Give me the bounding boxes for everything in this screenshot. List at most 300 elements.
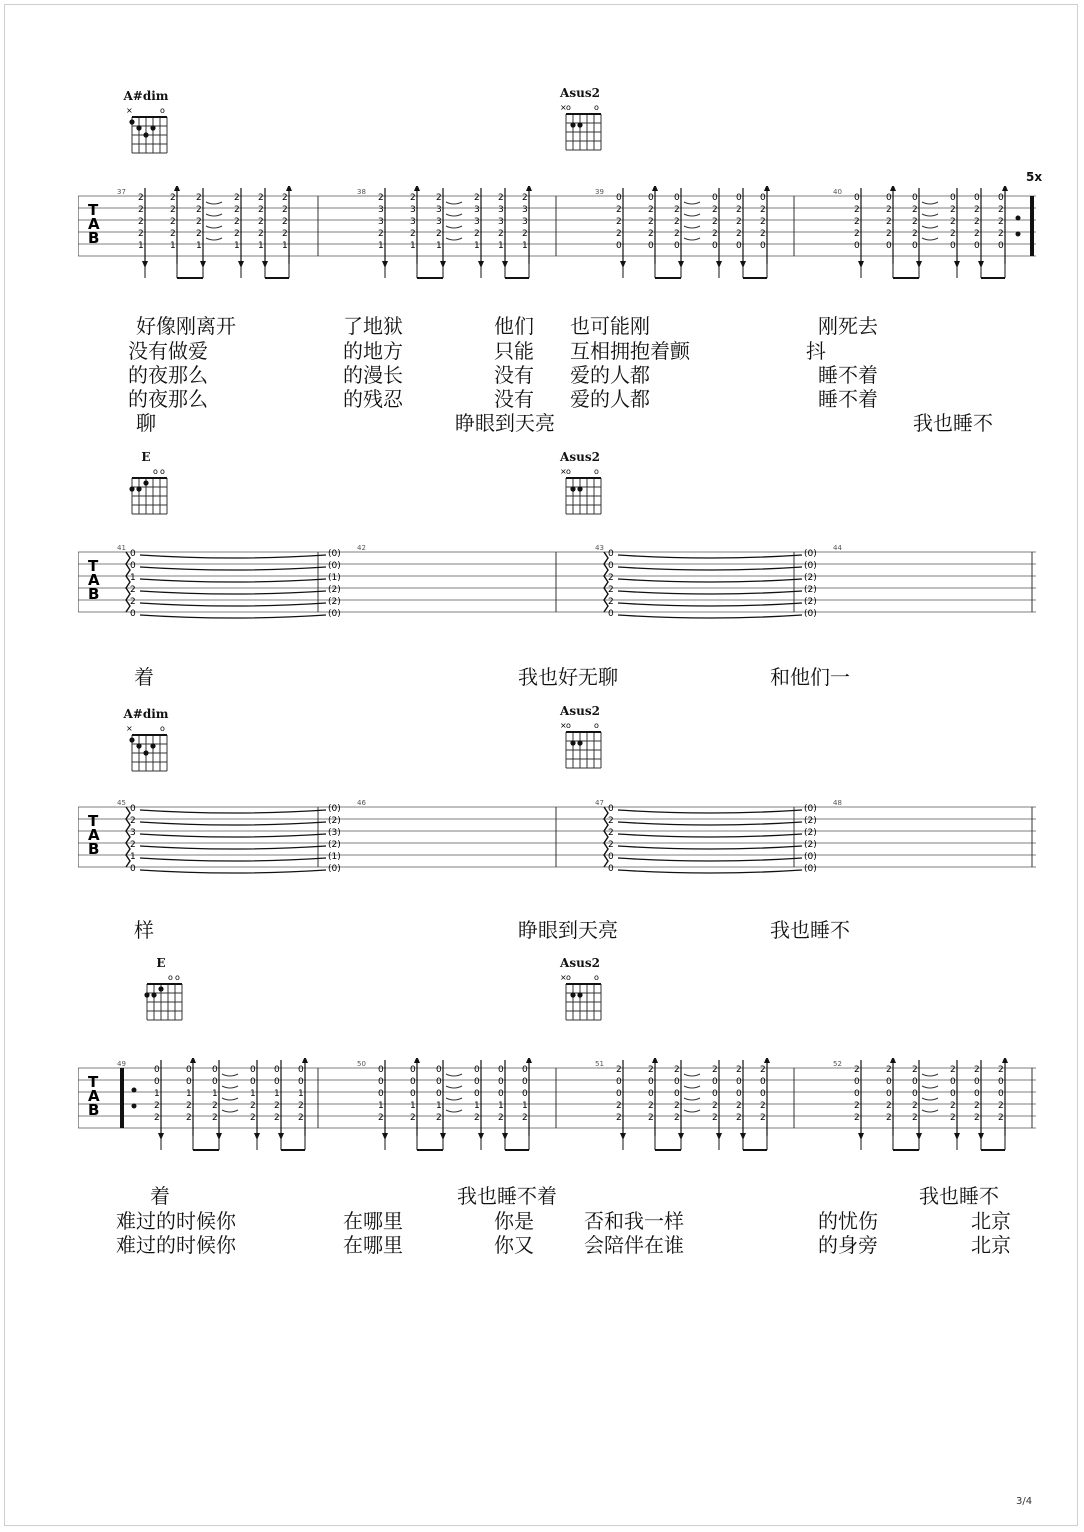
tab-staff xyxy=(78,186,1036,306)
fret-number: 2 xyxy=(974,205,980,215)
string-marker: × xyxy=(560,103,567,112)
chord-grid xyxy=(138,970,184,1034)
tie-arc xyxy=(684,202,700,204)
tied-fret-number: (2) xyxy=(804,585,817,595)
tied-fret-number: (2) xyxy=(328,840,341,850)
tab-system-1 xyxy=(78,186,1036,306)
tie-arc xyxy=(140,846,326,849)
repeat-count: 5x xyxy=(1026,170,1043,184)
fret-number: 2 xyxy=(648,1101,654,1111)
tie-arc xyxy=(140,603,326,606)
strum-arrow xyxy=(190,1058,196,1063)
fret-number: 0 xyxy=(130,609,136,619)
tie-arc xyxy=(922,226,938,228)
tab-clef: A xyxy=(88,1087,100,1105)
fret-number: 2 xyxy=(950,1065,956,1075)
fret-number: 2 xyxy=(608,573,614,583)
fret-number: 0 xyxy=(912,193,918,203)
fret-number: 2 xyxy=(736,1065,742,1075)
fret-number: 0 xyxy=(608,561,614,571)
lyric: 好像刚离开 xyxy=(136,314,236,338)
chord-diagram xyxy=(138,956,184,1034)
tie-arc xyxy=(684,226,700,228)
fret-number: 0 xyxy=(854,193,860,203)
tie-arc xyxy=(618,834,802,837)
strum-arrow xyxy=(1002,186,1008,191)
tied-fret-number: (2) xyxy=(804,840,817,850)
fret-number: 2 xyxy=(854,1113,860,1123)
fret-number: 1 xyxy=(410,1101,416,1111)
fret-number: 2 xyxy=(212,1113,218,1123)
fret-number: 0 xyxy=(912,241,918,251)
fret-number: 0 xyxy=(998,1077,1004,1087)
string-marker: o xyxy=(594,973,599,982)
tie-arc xyxy=(446,1110,462,1112)
tab-staff xyxy=(78,797,1036,917)
lyric: 在哪里 xyxy=(343,1233,403,1257)
fret-number: 0 xyxy=(998,241,1004,251)
fret-number: 1 xyxy=(130,573,136,583)
fret-number: 2 xyxy=(212,1101,218,1111)
tie-arc xyxy=(684,1074,700,1076)
measure-number: 49 xyxy=(117,1060,126,1068)
finger-dot xyxy=(150,125,155,130)
fret-number: 2 xyxy=(998,1113,1004,1123)
tie-arc xyxy=(618,603,802,606)
fret-number: 0 xyxy=(736,241,742,251)
measure-number: 40 xyxy=(833,188,842,196)
fret-number: 1 xyxy=(282,241,288,251)
string-marker: o xyxy=(160,467,165,476)
fret-number: 2 xyxy=(974,1113,980,1123)
lyric: 只能 xyxy=(494,339,534,363)
fret-number: 2 xyxy=(616,217,622,227)
fret-number: 2 xyxy=(498,193,504,203)
tie-arc xyxy=(446,214,462,216)
fret-number: 2 xyxy=(616,205,622,215)
fret-number: 0 xyxy=(250,1065,256,1075)
fret-number: 0 xyxy=(474,1077,480,1087)
fret-number: 0 xyxy=(298,1077,304,1087)
tab-staff xyxy=(78,1058,1036,1178)
fret-number: 0 xyxy=(378,1077,384,1087)
lyric: 北京 xyxy=(971,1209,1011,1233)
fret-number: 2 xyxy=(282,205,288,215)
fret-number: 3 xyxy=(474,217,480,227)
tie-arc xyxy=(618,567,802,570)
tab-system-2 xyxy=(78,542,1036,662)
lyric: 你又 xyxy=(494,1233,534,1257)
lyric: 我也睡不 xyxy=(770,918,850,942)
tie-arc xyxy=(140,567,326,570)
fret-number: 0 xyxy=(474,1089,480,1099)
finger-dot xyxy=(129,486,134,491)
fret-number: 2 xyxy=(760,1113,766,1123)
fret-number: 2 xyxy=(712,229,718,239)
finger-dot xyxy=(577,122,582,127)
fret-number: 0 xyxy=(998,193,1004,203)
fret-number: 1 xyxy=(410,241,416,251)
fret-number: 0 xyxy=(950,193,956,203)
fret-number: 2 xyxy=(912,217,918,227)
fret-number: 1 xyxy=(258,241,264,251)
fret-number: 0 xyxy=(736,1089,742,1099)
fret-number: 2 xyxy=(196,229,202,239)
lyric: 我也睡不 xyxy=(919,1184,999,1208)
fret-number: 2 xyxy=(138,205,144,215)
fret-number: 2 xyxy=(712,1065,718,1075)
fret-number: 0 xyxy=(648,193,654,203)
fret-number: 2 xyxy=(912,1065,918,1075)
finger-dot xyxy=(129,737,134,742)
fret-number: 0 xyxy=(760,241,766,251)
fret-number: 1 xyxy=(436,241,442,251)
fret-number: 2 xyxy=(648,1065,654,1075)
tab-clef: B xyxy=(88,1101,100,1119)
fret-number: 2 xyxy=(886,229,892,239)
fret-number: 2 xyxy=(258,193,264,203)
fret-number: 1 xyxy=(186,1089,192,1099)
fret-number: 1 xyxy=(522,1101,528,1111)
fret-number: 2 xyxy=(410,229,416,239)
tab-clef: T xyxy=(88,557,99,575)
tab-system-4 xyxy=(78,1058,1036,1178)
fret-number: 2 xyxy=(974,1101,980,1111)
fret-number: 0 xyxy=(186,1065,192,1075)
tie-arc xyxy=(618,822,802,825)
fret-number: 2 xyxy=(648,1113,654,1123)
lyric: 难过的时候你 xyxy=(116,1209,236,1233)
fret-number: 2 xyxy=(186,1101,192,1111)
fret-number: 3 xyxy=(436,205,442,215)
fret-number: 2 xyxy=(186,1113,192,1123)
fret-number: 2 xyxy=(274,1113,280,1123)
tie-arc xyxy=(922,238,938,240)
fret-number: 2 xyxy=(196,193,202,203)
fret-number: 0 xyxy=(154,1077,160,1087)
fret-number: 0 xyxy=(616,241,622,251)
chord-name: E xyxy=(156,956,166,970)
fret-number: 1 xyxy=(378,241,384,251)
fret-number: 0 xyxy=(522,1089,528,1099)
fret-number: 0 xyxy=(608,852,614,862)
fret-number: 3 xyxy=(498,205,504,215)
lyric: 没有 xyxy=(494,363,534,387)
measure-number: 46 xyxy=(357,799,366,807)
chord-diagram xyxy=(123,89,169,167)
tie-arc xyxy=(446,1086,462,1088)
fret-number: 0 xyxy=(130,549,136,559)
fret-number: 2 xyxy=(854,1065,860,1075)
fret-number: 2 xyxy=(474,229,480,239)
fret-number: 2 xyxy=(674,1065,680,1075)
fret-number: 2 xyxy=(674,229,680,239)
lyric: 睁眼到天亮 xyxy=(518,918,618,942)
fret-number: 1 xyxy=(298,1089,304,1099)
string-marker: o xyxy=(566,721,571,730)
tied-fret-number: (0) xyxy=(804,852,817,862)
finger-dot xyxy=(136,743,141,748)
tie-arc xyxy=(618,858,802,861)
fret-number: 2 xyxy=(498,1113,504,1123)
fret-number: 2 xyxy=(522,193,528,203)
fret-number: 0 xyxy=(410,1065,416,1075)
chord-diagram xyxy=(123,707,169,785)
fret-number: 2 xyxy=(258,205,264,215)
finger-dot xyxy=(577,486,582,491)
tie-arc xyxy=(922,214,938,216)
lyric: 抖 xyxy=(806,339,826,363)
chord-grid xyxy=(123,103,169,167)
fret-number: 1 xyxy=(474,241,480,251)
string-marker: × xyxy=(126,724,133,733)
fret-number: 0 xyxy=(886,241,892,251)
strum-arrow xyxy=(764,186,770,191)
strum-arrow xyxy=(414,186,420,191)
fret-number: 2 xyxy=(410,1113,416,1123)
fret-number: 0 xyxy=(648,241,654,251)
fret-number: 0 xyxy=(274,1077,280,1087)
tied-fret-number: (2) xyxy=(328,816,341,826)
chord-diagram xyxy=(557,86,603,164)
lyric: 睡不着 xyxy=(818,387,878,411)
chord-grid xyxy=(123,721,169,785)
tied-fret-number: (2) xyxy=(328,585,341,595)
tab-clef: B xyxy=(88,585,100,603)
tied-fret-number: (0) xyxy=(328,864,341,874)
string-marker: o xyxy=(594,721,599,730)
fret-number: 0 xyxy=(674,1089,680,1099)
strum-arrow xyxy=(286,186,292,191)
fret-number: 3 xyxy=(498,217,504,227)
measure-number: 50 xyxy=(357,1060,366,1068)
finger-dot xyxy=(136,125,141,130)
fret-number: 0 xyxy=(760,193,766,203)
fret-number: 2 xyxy=(950,217,956,227)
tied-fret-number: (2) xyxy=(804,816,817,826)
tie-arc xyxy=(684,1098,700,1100)
tab-clef: T xyxy=(88,812,99,830)
fret-number: 1 xyxy=(498,241,504,251)
fret-number: 2 xyxy=(712,205,718,215)
fret-number: 0 xyxy=(522,1077,528,1087)
fret-number: 2 xyxy=(130,816,136,826)
fret-number: 2 xyxy=(854,1101,860,1111)
fret-number: 2 xyxy=(282,217,288,227)
strum-arrow xyxy=(526,1058,532,1063)
strum-arrow xyxy=(302,1058,308,1063)
tie-arc xyxy=(140,810,326,813)
fret-number: 0 xyxy=(974,193,980,203)
fret-number: 2 xyxy=(912,205,918,215)
lyric: 样 xyxy=(134,918,154,942)
fret-number: 0 xyxy=(616,193,622,203)
fret-number: 2 xyxy=(474,1113,480,1123)
finger-dot xyxy=(136,486,141,491)
fret-number: 0 xyxy=(436,1089,442,1099)
measure-number: 41 xyxy=(117,544,126,552)
fret-number: 0 xyxy=(998,1089,1004,1099)
fret-number: 3 xyxy=(410,205,416,215)
chord-name: A#dim xyxy=(123,89,169,103)
fret-number: 1 xyxy=(498,1101,504,1111)
fret-number: 2 xyxy=(170,193,176,203)
fret-number: 0 xyxy=(608,804,614,814)
strum-arrow xyxy=(890,186,896,191)
tie-arc xyxy=(140,555,326,558)
fret-number: 2 xyxy=(854,205,860,215)
strum-arrow xyxy=(526,186,532,191)
fret-number: 2 xyxy=(234,217,240,227)
tie-arc xyxy=(446,1074,462,1076)
tab-clef: T xyxy=(88,1073,99,1091)
fret-number: 2 xyxy=(138,217,144,227)
fret-number: 0 xyxy=(436,1065,442,1075)
fret-number: 2 xyxy=(154,1113,160,1123)
fret-number: 2 xyxy=(234,193,240,203)
finger-dot xyxy=(577,740,582,745)
fret-number: 1 xyxy=(130,852,136,862)
tie-arc xyxy=(222,1110,238,1112)
repeat-bar xyxy=(120,1068,124,1128)
fret-number: 0 xyxy=(410,1077,416,1087)
fret-number: 2 xyxy=(234,229,240,239)
fret-number: 0 xyxy=(674,193,680,203)
fret-number: 2 xyxy=(616,1065,622,1075)
strum-arrow xyxy=(652,1058,658,1063)
fret-number: 3 xyxy=(474,205,480,215)
fret-number: 2 xyxy=(498,229,504,239)
string-marker: o xyxy=(160,724,165,733)
fret-number: 0 xyxy=(760,1077,766,1087)
tie-arc xyxy=(446,1098,462,1100)
tab-clef: A xyxy=(88,571,100,589)
tie-arc xyxy=(684,1086,700,1088)
string-marker: o xyxy=(160,106,165,115)
fret-number: 2 xyxy=(608,597,614,607)
fret-number: 2 xyxy=(282,193,288,203)
fret-number: 2 xyxy=(886,205,892,215)
fret-number: 0 xyxy=(130,804,136,814)
tie-arc xyxy=(206,226,222,228)
fret-number: 1 xyxy=(474,1101,480,1111)
fret-number: 3 xyxy=(378,205,384,215)
fret-number: 0 xyxy=(974,1077,980,1087)
fret-number: 2 xyxy=(436,1113,442,1123)
lyric: 我也好无聊 xyxy=(518,665,618,689)
fret-number: 0 xyxy=(886,193,892,203)
fret-number: 0 xyxy=(498,1077,504,1087)
finger-dot xyxy=(577,992,582,997)
fret-number: 1 xyxy=(274,1089,280,1099)
string-marker: × xyxy=(560,467,567,476)
fret-number: 1 xyxy=(250,1089,256,1099)
fret-number: 2 xyxy=(760,1101,766,1111)
fret-number: 0 xyxy=(854,241,860,251)
fret-number: 2 xyxy=(130,840,136,850)
measure-number: 51 xyxy=(595,1060,604,1068)
tie-arc xyxy=(618,591,802,594)
string-marker: o xyxy=(566,467,571,476)
fret-number: 2 xyxy=(736,1113,742,1123)
fret-number: 2 xyxy=(886,1113,892,1123)
chord-grid xyxy=(557,718,603,782)
fret-number: 1 xyxy=(154,1089,160,1099)
fret-number: 0 xyxy=(886,1089,892,1099)
tied-fret-number: (2) xyxy=(804,828,817,838)
strum-arrow xyxy=(764,1058,770,1063)
chord-grid xyxy=(123,464,169,528)
fret-number: 2 xyxy=(608,828,614,838)
fret-number: 2 xyxy=(854,217,860,227)
tie-arc xyxy=(446,226,462,228)
tie-arc xyxy=(684,214,700,216)
fret-number: 2 xyxy=(436,229,442,239)
tied-fret-number: (0) xyxy=(804,609,817,619)
finger-dot xyxy=(151,992,156,997)
strum-arrow xyxy=(174,186,180,191)
lyric: 爱的人都 xyxy=(570,387,650,411)
fret-number: 2 xyxy=(998,217,1004,227)
strum-arrow xyxy=(890,1058,896,1063)
string-marker: o xyxy=(566,973,571,982)
lyric: 你是 xyxy=(494,1209,534,1233)
fret-number: 1 xyxy=(234,241,240,251)
fret-number: 2 xyxy=(130,585,136,595)
tie-arc xyxy=(140,870,326,873)
lyric: 没有 xyxy=(494,387,534,411)
chord-name: E xyxy=(141,450,151,464)
lyric: 他们 xyxy=(494,314,534,338)
fret-number: 0 xyxy=(378,1065,384,1075)
lyric: 在哪里 xyxy=(343,1209,403,1233)
tied-fret-number: (0) xyxy=(804,561,817,571)
fret-number: 2 xyxy=(912,1101,918,1111)
fret-number: 3 xyxy=(410,217,416,227)
fret-number: 0 xyxy=(674,241,680,251)
lyric: 难过的时候你 xyxy=(116,1233,236,1257)
fret-number: 2 xyxy=(170,205,176,215)
strum-arrow xyxy=(1002,1058,1008,1063)
measure-number: 45 xyxy=(117,799,126,807)
fret-number: 0 xyxy=(608,609,614,619)
fret-number: 2 xyxy=(138,229,144,239)
fret-number: 0 xyxy=(274,1065,280,1075)
tie-arc xyxy=(140,822,326,825)
fret-number: 0 xyxy=(712,1089,718,1099)
tie-arc xyxy=(618,615,802,618)
fret-number: 2 xyxy=(760,229,766,239)
tie-arc xyxy=(206,214,222,216)
fret-number: 0 xyxy=(410,1089,416,1099)
fret-number: 1 xyxy=(212,1089,218,1099)
fret-number: 2 xyxy=(736,217,742,227)
fret-number: 2 xyxy=(234,205,240,215)
fret-number: 0 xyxy=(298,1065,304,1075)
fret-number: 1 xyxy=(196,241,202,251)
lyric: 和他们一 xyxy=(770,665,850,689)
fret-number: 2 xyxy=(736,229,742,239)
tie-arc xyxy=(618,810,802,813)
fret-number: 2 xyxy=(282,229,288,239)
tied-fret-number: (0) xyxy=(804,864,817,874)
fret-number: 0 xyxy=(950,241,956,251)
fret-number: 2 xyxy=(298,1101,304,1111)
fret-number: 0 xyxy=(912,1089,918,1099)
chord-name: A#dim xyxy=(123,707,169,721)
fret-number: 0 xyxy=(950,1089,956,1099)
fret-number: 0 xyxy=(186,1077,192,1087)
